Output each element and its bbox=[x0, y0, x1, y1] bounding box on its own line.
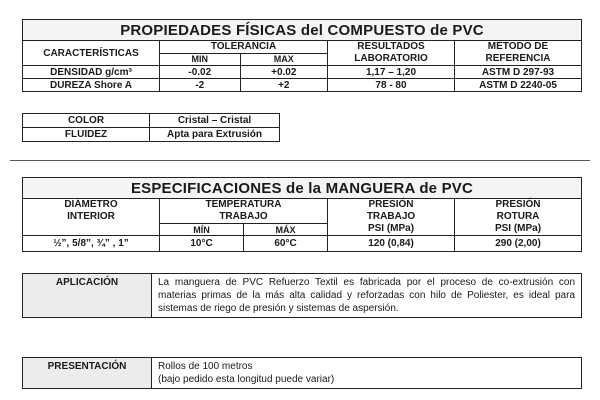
header-results-line2: LABORATORIO bbox=[354, 53, 428, 64]
fluidity-label: FLUIDEZ bbox=[23, 128, 150, 142]
tolerance-min-value: -0.02 bbox=[160, 66, 241, 79]
application-table bbox=[22, 273, 582, 318]
presentation-text bbox=[152, 358, 582, 389]
header-work-pressure bbox=[328, 199, 455, 236]
header-burst-pressure-line2: ROTURA bbox=[496, 211, 540, 222]
physical-properties-table bbox=[22, 19, 582, 92]
header-temp-min: MÍN bbox=[160, 224, 244, 236]
header-burst-pressure-unit: PSI (MPa) bbox=[494, 223, 542, 234]
characteristic-name: DUREZA Shore A bbox=[23, 79, 160, 92]
header-work-pressure-line1: PRESIÓN bbox=[368, 199, 414, 210]
header-temperature bbox=[160, 199, 328, 224]
table-row bbox=[23, 79, 582, 92]
header-work-pressure-line2: TRABAJO bbox=[366, 211, 416, 222]
application-label: APLICACIÓN bbox=[23, 274, 152, 318]
diameter-value: ½”, 5/8”, ¾” , 1” bbox=[23, 236, 160, 252]
presentation-label: PRESENTACIÓN bbox=[23, 358, 152, 389]
fluidity-value: Apta para Extrusión bbox=[150, 128, 280, 142]
header-tolerance: TOLERANCIA bbox=[160, 41, 328, 54]
presentation-line1: Rollos de 100 metros bbox=[158, 361, 253, 372]
presentation-table bbox=[22, 357, 582, 389]
header-temperature-line2: TRABAJO bbox=[219, 211, 268, 222]
tolerance-max-value: +0.02 bbox=[240, 66, 327, 79]
header-method-line1: MÉTODO DE bbox=[487, 41, 549, 52]
header-results-line1: RESULTADOS bbox=[357, 41, 425, 52]
temp-min-value: 10°C bbox=[160, 236, 244, 252]
header-temp-max: MÁX bbox=[244, 224, 328, 236]
header-results bbox=[328, 41, 455, 66]
appearance-table bbox=[22, 113, 280, 142]
table-row bbox=[23, 114, 280, 128]
header-burst-pressure-line1: PRESIÓN bbox=[495, 199, 541, 210]
header-work-pressure-unit: PSI (MPa) bbox=[367, 223, 415, 234]
color-label: COLOR bbox=[23, 114, 150, 128]
header-method bbox=[455, 41, 582, 66]
header-diameter-line2: INTERIOR bbox=[67, 211, 115, 222]
temp-max-value: 60°C bbox=[244, 236, 328, 252]
burst-pressure-value: 290 (2,00) bbox=[455, 236, 582, 252]
characteristic-name: DENSIDAD g/cm³ bbox=[23, 66, 160, 79]
header-tolerance-min: MIN bbox=[160, 53, 241, 66]
lab-result-value: 78 - 80 bbox=[328, 79, 455, 92]
lab-result-value: 1,17 – 1,20 bbox=[328, 66, 455, 79]
tolerance-max-value: +2 bbox=[240, 79, 327, 92]
header-burst-pressure bbox=[455, 199, 582, 236]
table-row bbox=[23, 236, 582, 252]
table-row bbox=[23, 66, 582, 79]
hose-specifications-table bbox=[22, 177, 582, 252]
header-tolerance-max: MAX bbox=[240, 53, 327, 66]
reference-method-value: ASTM D 2240-05 bbox=[455, 79, 582, 92]
header-diameter bbox=[23, 199, 160, 236]
header-temperature-line1: TEMPERATURA bbox=[205, 199, 282, 210]
color-value: Cristal – Cristal bbox=[150, 114, 280, 128]
work-pressure-value: 120 (0,84) bbox=[328, 236, 455, 252]
section-divider bbox=[10, 160, 590, 161]
table-row bbox=[23, 128, 280, 142]
application-text: La manguera de PVC Refuerzo Textil es fabricada por el proceso de co-extrusión con materias primas de la más alta calidad y reforzadas con hilo de Poliester, es ideal para sistemas de riego de presión y sistemas de aspersión. bbox=[152, 274, 582, 318]
header-characteristics: CARACTERÍSTICAS bbox=[23, 41, 160, 66]
tolerance-min-value: -2 bbox=[160, 79, 241, 92]
presentation-line2: (bajo pedido esta longitud puede variar) bbox=[158, 374, 335, 385]
physical-properties-title: PROPIEDADES FÍSICAS del COMPUESTO de PVC bbox=[23, 20, 582, 41]
header-method-line2: REFERENCIA bbox=[485, 53, 551, 64]
hose-specifications-title: ESPECIFICACIONES de la MANGUERA de PVC bbox=[23, 178, 582, 199]
reference-method-value: ASTM D 297-93 bbox=[455, 66, 582, 79]
header-diameter-line1: DIÁMETRO bbox=[64, 199, 118, 210]
